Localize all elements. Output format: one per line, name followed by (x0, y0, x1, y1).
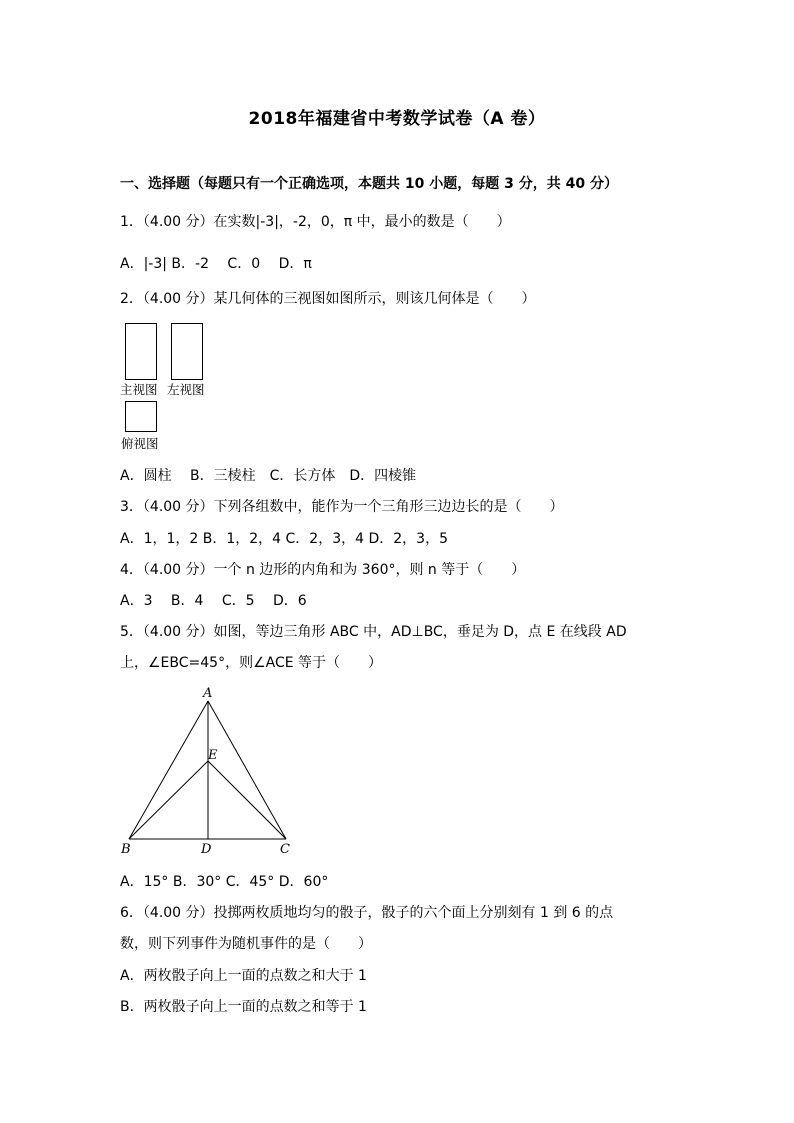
question-6-stem-line2: 数，则下列事件为随机事件的是（ ） (120, 936, 372, 952)
question-5-options: A．15° B．30° C．45° D．60° (120, 874, 329, 890)
point-e-label: E (208, 748, 218, 763)
question-2-options: A．圆柱 B．三棱柱 C．长方体 D．四棱锥 (120, 468, 417, 484)
question-4-options: A．3 B．4 C．5 D．6 (120, 593, 307, 609)
point-b-label: B (121, 842, 131, 857)
section-heading: 一、选择题（每题只有一个正确选项，本题共 10 小题，每题 3 分，共 40 分） (120, 176, 618, 192)
side-ab (129, 701, 208, 839)
front-view-label: 主视图 (120, 382, 158, 397)
question-3-options: A．1，1，2 B．1，2，4 C．2，3，4 D．2，3，5 (120, 531, 448, 547)
triangle-figure (110, 684, 310, 864)
question-3-stem: 3．（4.00 分）下列各组数中，能作为一个三角形三边边长的是（ ） (120, 499, 564, 515)
side-ac (208, 701, 286, 839)
top-view-label: 俯视图 (121, 436, 159, 451)
question-5-stem-line2: 上，∠EBC=45°，则∠ACE 等于（ ） (120, 655, 383, 671)
page-title: 2018年福建省中考数学试卷（A 卷） (248, 109, 546, 129)
question-6-stem-line1: 6．（4.00 分）投掷两枚质地均匀的骰子，骰子的六个面上分别刻有 1 到 6 的点 (120, 905, 614, 921)
segment-ce (208, 761, 286, 839)
point-c-label: C (280, 842, 290, 857)
question-1-options: A．|-3| B．-2 C．0 D．π (120, 256, 312, 272)
question-6-option-a: A．两枚骰子向上一面的点数之和大于 1 (120, 968, 367, 984)
question-1-stem: 1．（4.00 分）在实数|-3|，-2，0，π 中，最小的数是（ ） (120, 214, 511, 230)
left-view-rectangle (171, 323, 203, 380)
question-2-stem: 2．（4.00 分）某几何体的三视图如图所示，则该几何体是（ ） (120, 291, 536, 307)
question-6-option-b: B．两枚骰子向上一面的点数之和等于 1 (120, 999, 367, 1015)
left-view-label: 左视图 (167, 382, 205, 397)
segment-be (129, 761, 208, 839)
point-a-label: A (203, 686, 213, 701)
question-4-stem: 4．（4.00 分）一个 n 边形的内角和为 360°，则 n 等于（ ） (120, 562, 526, 578)
point-d-label: D (201, 842, 212, 857)
front-view-rectangle (125, 323, 157, 380)
top-view-square (125, 401, 157, 432)
question-5-stem-line1: 5．（4.00 分）如图，等边三角形 ABC 中，AD⊥BC，垂足为 D，点 E 在线段 AD (120, 624, 627, 640)
